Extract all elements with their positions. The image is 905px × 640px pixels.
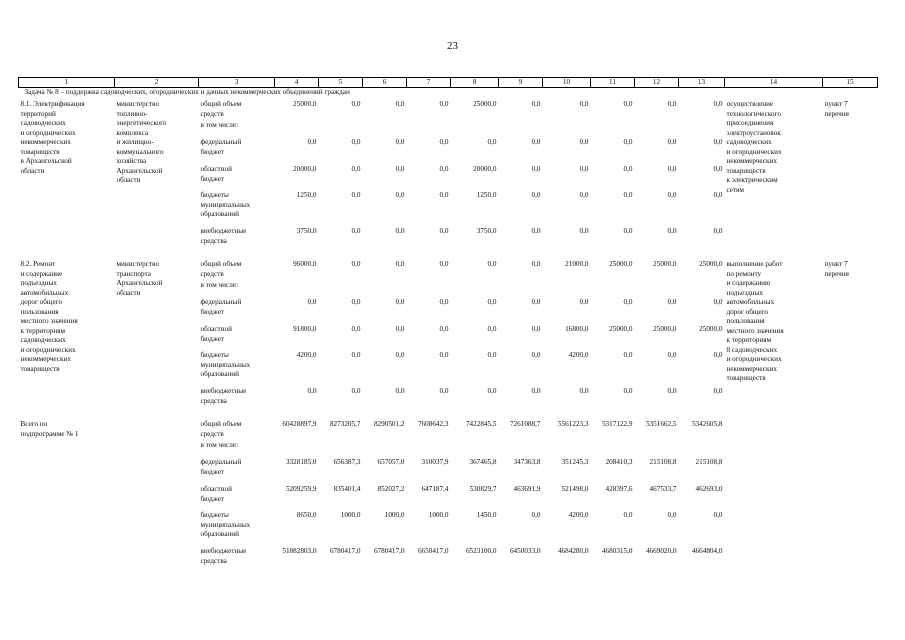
value-cell: 0,0: [531, 138, 541, 146]
value-cell: 428397,6: [605, 485, 633, 493]
value-cell: [499, 121, 543, 138]
value-cell: [451, 121, 499, 138]
value-cell: 0,0: [439, 227, 449, 235]
value-cell: 5209259,9: [285, 485, 317, 493]
value-cell: [451, 441, 499, 458]
value-cell: [275, 281, 319, 298]
value-cell: 21000,0: [565, 260, 589, 268]
value-cell: 5342605,8: [691, 420, 723, 428]
value-cell: [319, 281, 363, 298]
value-cell: 0,0: [531, 387, 541, 395]
value-cell: 0,0: [713, 511, 723, 519]
value-cell: 25000,0: [653, 260, 677, 268]
value-cell: 0,0: [531, 100, 541, 108]
column-number-row: [19, 78, 878, 88]
value-cell: 1250,0: [476, 191, 497, 199]
value-cell: 0,0: [623, 165, 633, 173]
block-executor: министерство транспорта Архангельской области: [116, 260, 163, 297]
value-cell: 310037,9: [421, 458, 449, 466]
value-cell: 6650417,0: [417, 547, 449, 555]
funding-source: в том числе:: [200, 281, 238, 289]
value-cell: 0,0: [439, 387, 449, 395]
value-cell: 25000,0: [699, 260, 723, 268]
value-cell: [407, 121, 451, 138]
value-cell: 0,0: [439, 351, 449, 359]
funding-source: внебюджетные средства: [200, 547, 247, 565]
value-cell: [591, 121, 635, 138]
value-cell: 351245,3: [561, 458, 589, 466]
value-cell: [363, 441, 407, 458]
value-cell: 0,0: [395, 100, 405, 108]
task-title: Задача № 8 – поддержка садоводческих, огороднических и дачных некоммерческих объединений граждан: [24, 88, 350, 96]
value-cell: 0,0: [531, 165, 541, 173]
block-link: пункт 7 перечня: [824, 260, 849, 278]
column-number-cell: 5: [319, 78, 363, 88]
value-cell: 0,0: [713, 138, 723, 146]
value-cell: 0,0: [579, 298, 589, 306]
value-cell: 8290501,2: [373, 420, 405, 428]
value-cell: 0,0: [487, 260, 497, 268]
value-cell: 208410,3: [605, 458, 633, 466]
value-cell: 0,0: [713, 351, 723, 359]
value-cell: 467533,7: [649, 485, 677, 493]
value-cell: [679, 121, 725, 138]
funding-source: областной бюджет: [200, 485, 232, 503]
table-row: [19, 100, 878, 121]
value-cell: [635, 441, 679, 458]
value-cell: 656387,3: [333, 458, 361, 466]
block-result: [725, 420, 823, 573]
value-cell: 4684280,0: [557, 547, 589, 555]
block-link: пункт 7 перечня: [824, 100, 849, 118]
value-cell: [499, 281, 543, 298]
value-cell: 0,0: [623, 387, 633, 395]
value-cell: 4680315,0: [601, 547, 633, 555]
value-cell: 0,0: [713, 165, 723, 173]
value-cell: 647187,4: [421, 485, 449, 493]
funding-table: [18, 77, 878, 573]
block-title: 8.1. Электрификация территорий садоводческих и огороднических некоммерческих товариществ в Архангельской области: [20, 100, 85, 175]
value-cell: 0,0: [623, 138, 633, 146]
value-cell: 0,0: [439, 325, 449, 333]
value-cell: 0,0: [351, 351, 361, 359]
value-cell: 0,0: [713, 227, 723, 235]
value-cell: 6523100,0: [465, 547, 497, 555]
value-cell: 0,0: [439, 260, 449, 268]
value-cell: 0,0: [623, 191, 633, 199]
value-cell: 20000,0: [293, 165, 317, 173]
block-result: осуществление технологического присоединения электроустановок садоводческих и огороднических некоммерческих товариществ к электрическим сетям: [726, 100, 782, 194]
funding-source: областной бюджет: [200, 165, 232, 183]
value-cell: 91800,0: [293, 325, 317, 333]
value-cell: 60428897,9: [282, 420, 317, 428]
task-row: [19, 88, 878, 101]
funding-source: федеральный бюджет: [200, 458, 242, 476]
value-cell: 0,0: [351, 260, 361, 268]
value-cell: 0,0: [351, 298, 361, 306]
value-cell: 4200,0: [296, 351, 317, 359]
value-cell: 1250,0: [296, 191, 317, 199]
value-cell: 0,0: [667, 351, 677, 359]
column-number-cell: 6: [363, 78, 407, 88]
value-cell: 4200,0: [568, 351, 589, 359]
value-cell: 0,0: [395, 260, 405, 268]
value-cell: 0,0: [531, 227, 541, 235]
value-cell: 0,0: [351, 227, 361, 235]
value-cell: [591, 441, 635, 458]
value-cell: 1000,0: [428, 511, 449, 519]
value-cell: 0,0: [351, 100, 361, 108]
value-cell: 0,0: [351, 387, 361, 395]
funding-source: общий объем средств: [200, 420, 242, 438]
value-cell: 0,0: [667, 191, 677, 199]
value-cell: 852027,2: [377, 485, 405, 493]
value-cell: 5561223,3: [557, 420, 589, 428]
value-cell: 25000,0: [473, 100, 497, 108]
value-cell: [451, 281, 499, 298]
value-cell: 0,0: [351, 191, 361, 199]
value-cell: 6780417,0: [373, 547, 405, 555]
value-cell: 835401,4: [333, 485, 361, 493]
block-spacer: [19, 253, 878, 260]
value-cell: [275, 121, 319, 138]
value-cell: 0,0: [351, 325, 361, 333]
value-cell: 0,0: [531, 511, 541, 519]
spacer-cell: [19, 413, 878, 420]
value-cell: 0,0: [487, 298, 497, 306]
value-cell: 347363,8: [513, 458, 541, 466]
block-link: [823, 420, 878, 573]
block-title: Всего по подпрограмме № 1: [20, 420, 79, 438]
value-cell: 5317122,9: [601, 420, 633, 428]
value-cell: [635, 121, 679, 138]
block-title: 8.2. Ремонт и содержание подъездных автомобильных дорог общего пользования местного значения к территориям садоводческих и огороднических некоммерческих товариществ: [20, 260, 78, 373]
page-number: 23: [447, 40, 458, 52]
value-cell: 0,0: [395, 138, 405, 146]
value-cell: 0,0: [487, 325, 497, 333]
value-cell: 0,0: [395, 227, 405, 235]
value-cell: 0,0: [713, 298, 723, 306]
value-cell: 5351662,5: [645, 420, 677, 428]
column-number-cell: 7: [407, 78, 451, 88]
value-cell: 0,0: [667, 100, 677, 108]
value-cell: 3750,0: [296, 227, 317, 235]
value-cell: 3328185,0: [285, 458, 317, 466]
value-cell: 20000,0: [473, 165, 497, 173]
value-cell: 0,0: [395, 298, 405, 306]
value-cell: 0,0: [623, 351, 633, 359]
value-cell: 0,0: [351, 165, 361, 173]
table-row: [19, 260, 878, 281]
funding-source: общий объем средств: [200, 260, 242, 278]
value-cell: 0,0: [531, 191, 541, 199]
value-cell: 25000,0: [609, 325, 633, 333]
funding-source: бюджеты муниципальных образований: [200, 351, 251, 378]
value-cell: 0,0: [531, 325, 541, 333]
value-cell: 4664804,0: [691, 547, 723, 555]
value-cell: [363, 281, 407, 298]
value-cell: 0,0: [307, 387, 317, 395]
value-cell: 530829,7: [469, 485, 497, 493]
value-cell: 215108,8: [649, 458, 677, 466]
value-cell: 0,0: [439, 138, 449, 146]
value-cell: 4669020,0: [645, 547, 677, 555]
value-cell: 6780417,0: [329, 547, 361, 555]
value-cell: 0,0: [439, 191, 449, 199]
funding-source: внебюджетные средства: [200, 227, 247, 245]
value-cell: 0,0: [531, 260, 541, 268]
value-cell: 0,0: [487, 387, 497, 395]
value-cell: [591, 281, 635, 298]
value-cell: 1000,0: [384, 511, 405, 519]
value-cell: 25000,0: [699, 325, 723, 333]
funding-source: в том числе:: [200, 441, 238, 449]
value-cell: 0,0: [487, 138, 497, 146]
column-number-cell: 10: [543, 78, 591, 88]
value-cell: [407, 281, 451, 298]
block-executor: [115, 420, 199, 573]
value-cell: 0,0: [579, 227, 589, 235]
value-cell: 7422845,5: [465, 420, 497, 428]
value-cell: 0,0: [579, 387, 589, 395]
value-cell: 367465,8: [469, 458, 497, 466]
block-executor: министерство топливно- энергетического комплекса и жилищно- коммунального хозяйства Архангельской области: [116, 100, 167, 184]
value-cell: 0,0: [579, 165, 589, 173]
column-number-cell: 12: [635, 78, 679, 88]
value-cell: 8650,0: [296, 511, 317, 519]
value-cell: 0,0: [351, 138, 361, 146]
value-cell: 0,0: [439, 165, 449, 173]
value-cell: 8273205,7: [329, 420, 361, 428]
spacer-cell: [19, 253, 878, 260]
value-cell: 0,0: [439, 100, 449, 108]
value-cell: 1000,0: [340, 511, 361, 519]
value-cell: 657057,0: [377, 458, 405, 466]
value-cell: [319, 121, 363, 138]
value-cell: 25000,0: [653, 325, 677, 333]
value-cell: 0,0: [713, 100, 723, 108]
value-cell: [679, 281, 725, 298]
value-cell: 0,0: [531, 298, 541, 306]
value-cell: 521498,0: [561, 485, 589, 493]
funding-source: внебюджетные средства: [200, 387, 247, 405]
value-cell: 0,0: [395, 191, 405, 199]
funding-source: федеральный бюджет: [200, 298, 242, 316]
column-number-cell: 9: [499, 78, 543, 88]
value-cell: [679, 441, 725, 458]
value-cell: 7261088,7: [509, 420, 541, 428]
value-cell: [363, 121, 407, 138]
value-cell: 7608642,3: [417, 420, 449, 428]
value-cell: 0,0: [623, 511, 633, 519]
value-cell: 0,0: [395, 387, 405, 395]
table-body: [19, 78, 878, 574]
value-cell: [499, 441, 543, 458]
value-cell: 16800,0: [565, 325, 589, 333]
value-cell: 0,0: [439, 298, 449, 306]
value-cell: 0,0: [667, 165, 677, 173]
value-cell: [543, 121, 591, 138]
value-cell: 3750,0: [476, 227, 497, 235]
value-cell: 0,0: [395, 165, 405, 173]
value-cell: [407, 441, 451, 458]
funding-source: бюджеты муниципальных образований: [200, 511, 251, 538]
value-cell: 0,0: [307, 138, 317, 146]
value-cell: 0,0: [487, 351, 497, 359]
value-cell: 0,0: [667, 298, 677, 306]
column-number-cell: 1: [19, 78, 115, 88]
value-cell: [275, 441, 319, 458]
block-result: выполнение работ по ремонту и содержанию подъездных автомобильных дорог общего пользования местного значения к территориям 8 садоводческих и огороднических некоммерческих товариществ: [726, 260, 784, 382]
value-cell: 0,0: [395, 351, 405, 359]
value-cell: 0,0: [579, 100, 589, 108]
value-cell: 25000,0: [609, 260, 633, 268]
value-cell: [543, 281, 591, 298]
column-number-cell: 4: [275, 78, 319, 88]
block-spacer: [19, 413, 878, 420]
value-cell: 0,0: [713, 191, 723, 199]
value-cell: 462693,0: [695, 485, 723, 493]
column-number-cell: 13: [679, 78, 725, 88]
value-cell: [543, 441, 591, 458]
value-cell: 0,0: [667, 138, 677, 146]
column-number-cell: 3: [199, 78, 275, 88]
funding-source: областной бюджет: [200, 325, 232, 343]
value-cell: [319, 441, 363, 458]
column-number-cell: 11: [591, 78, 635, 88]
value-cell: 0,0: [623, 100, 633, 108]
column-number-cell: 8: [451, 78, 499, 88]
value-cell: 25000,0: [293, 100, 317, 108]
value-cell: 0,0: [667, 387, 677, 395]
column-number-cell: 14: [725, 78, 823, 88]
column-number-cell: 2: [115, 78, 199, 88]
value-cell: [635, 281, 679, 298]
value-cell: 1450,0: [476, 511, 497, 519]
value-cell: 0,0: [579, 191, 589, 199]
value-cell: 0,0: [623, 227, 633, 235]
value-cell: 215108,8: [695, 458, 723, 466]
value-cell: 0,0: [579, 138, 589, 146]
value-cell: 0,0: [713, 387, 723, 395]
value-cell: 6450033,0: [509, 547, 541, 555]
value-cell: 0,0: [623, 298, 633, 306]
value-cell: 0,0: [667, 227, 677, 235]
funding-source: в том числе:: [200, 121, 238, 129]
value-cell: 96000,0: [293, 260, 317, 268]
funding-source: общий объем средств: [200, 100, 242, 118]
funding-source: федеральный бюджет: [200, 138, 242, 156]
value-cell: 51882803,0: [282, 547, 317, 555]
value-cell: 0,0: [531, 351, 541, 359]
value-cell: 4200,0: [568, 511, 589, 519]
column-number-cell: 15: [823, 78, 878, 88]
value-cell: 0,0: [395, 325, 405, 333]
value-cell: 0,0: [667, 511, 677, 519]
table-row: [19, 420, 878, 441]
value-cell: 463691,9: [513, 485, 541, 493]
funding-source: бюджеты муниципальных образований: [200, 191, 251, 218]
value-cell: 0,0: [307, 298, 317, 306]
